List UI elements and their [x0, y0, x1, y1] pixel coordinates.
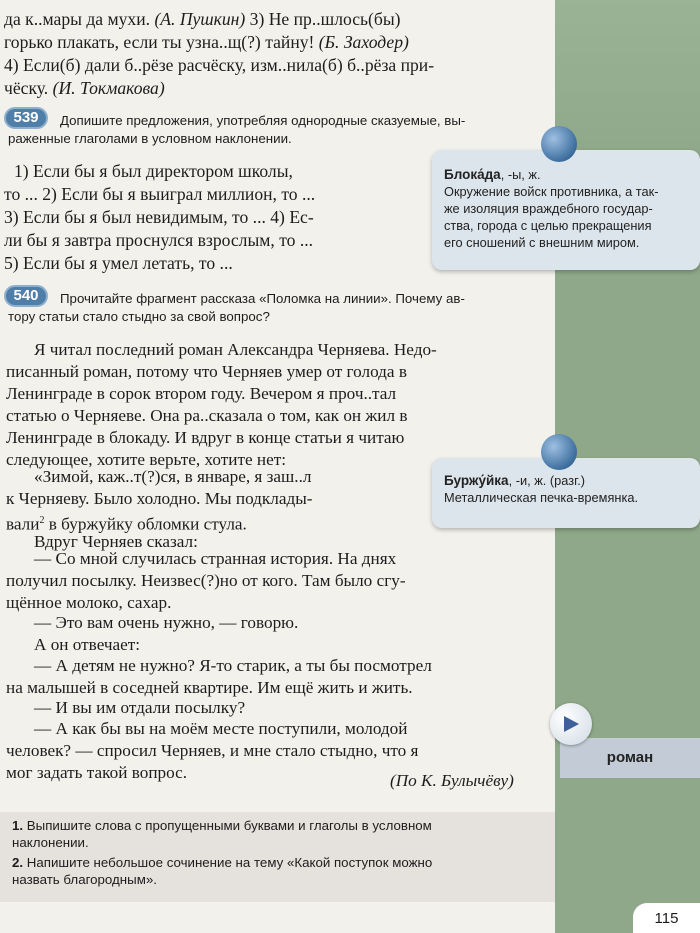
- task-539-instruction-1: Допишите предложения, употребляя однородные сказуемые, вы-: [60, 113, 466, 128]
- glossary-term-burzhuyka: Буржу́йка, -и, ж. (разг.): [444, 473, 586, 488]
- story-line-19: — А как бы вы на моём месте поступили, молодой: [34, 719, 408, 738]
- story-line-8: к Черняеву. Было холодно. Мы подклады-: [6, 489, 313, 508]
- task-539-item-line-2: то ... 2) Если бы я выиграл миллион, то ...: [4, 184, 316, 204]
- page-number: 115: [633, 903, 700, 933]
- story-line-11: — Со мной случилась странная история. На днях: [34, 549, 397, 568]
- task-number-badge-539: 539: [4, 107, 48, 129]
- story-line-21: мог задать такой вопрос.: [6, 763, 188, 782]
- glossary-term-blokada: Блока́да, -ы, ж.: [444, 167, 541, 182]
- task-539-item-line-1: 1) Если бы я был директором школы,: [14, 161, 293, 181]
- glossary-def-line-4: его сношений с внешним миром.: [444, 235, 640, 250]
- story-line-3: Ленинграде в сорок втором году. Вечером я проч..тал: [6, 384, 397, 403]
- story-line-10: Вдруг Черняев сказал:: [34, 532, 198, 551]
- top-line-2: горько плакать, если ты узна..щ(?) тайну! (Б. Заходер): [4, 32, 409, 52]
- play-arrow-icon[interactable]: [550, 703, 592, 745]
- exercise-1-line-1: 1. Выпишите слова с пропущенными буквами и глаголы в условном: [12, 818, 432, 833]
- glossary-def-line-2: же изоляция враждебного государ-: [444, 201, 653, 216]
- story-line-15: А он отвечает:: [34, 635, 141, 654]
- exercise-box: [0, 812, 555, 902]
- story-line-7: «Зимой, каж..т(?)ся, в январе, я заш..л: [34, 467, 312, 486]
- glossary-def-burzhuyka: Металлическая печка-времянка.: [444, 490, 639, 505]
- task-number-badge-540: 540: [4, 285, 48, 307]
- right-margin-panel-top: [555, 0, 700, 160]
- task-539-item-line-3: 3) Если бы я был невидимым, то ... 4) Ес-: [4, 207, 314, 227]
- story-line-13: щённое молоко, сахар.: [6, 593, 172, 612]
- top-line-4: чёску. (И. Токмакова): [4, 78, 165, 98]
- task-539-item-line-4: ли бы я завтра проснулся взрослым, то ...: [4, 230, 314, 250]
- story-line-17: на малышей в соседней квартире. Им ещё жить и жить.: [6, 678, 413, 697]
- story-line-1: Я читал последний роман Александра Черняева. Недо-: [34, 340, 437, 359]
- exercise-2-line-2: назвать благородным».: [12, 872, 157, 887]
- exercise-1-line-2: наклонении.: [12, 835, 89, 850]
- story-line-5: Ленинграде в блокаду. И вдруг в конце статьи я читаю: [6, 428, 405, 447]
- task-540-instruction-1: Прочитайте фрагмент рассказа «Поломка на линии». Почему ав-: [60, 291, 465, 306]
- task-539-instruction-2: раженные глаголами в условном наклонении.: [8, 131, 292, 146]
- glossary-def-line-1: Окружение войск противника, а так-: [444, 184, 659, 199]
- story-line-20: человек? — спросил Черняев, и мне стало стыдно, что я: [6, 741, 419, 760]
- top-line-1: да к..мары да мухи. (А. Пушкин) 3) Не пр..шлось(бы): [4, 9, 401, 29]
- story-line-16: — А детям не нужно? Я-то старик, а ты бы посмотрел: [34, 656, 432, 675]
- glossary-callout-blokada: [432, 150, 700, 270]
- glossary-def-line-3: ства, города с целью прекращения: [444, 218, 652, 233]
- story-line-12: получил посылку. Неизвес(?)но от кого. Там было сгу-: [6, 571, 406, 590]
- story-source: (По К. Булычёву): [390, 771, 514, 790]
- story-line-9: вали$^2$ в буржуйку обломки стула.: [6, 514, 247, 534]
- story-line-18: — И вы им отдали посылку?: [34, 698, 246, 717]
- story-line-2: писанный роман, потому что Черняев умер от голода в: [6, 362, 407, 381]
- story-line-14: — Это вам очень нужно, — говорю.: [34, 613, 299, 632]
- exercise-2-line-1: 2. Напишите небольшое сочинение на тему «Какой поступок можно: [12, 855, 433, 870]
- callout-pin-icon: [541, 126, 577, 162]
- footnote-mark: 2: [39, 515, 45, 526]
- vocabulary-tag-roman[interactable]: роман: [560, 738, 700, 778]
- story-line-4: статью о Черняеве. Она ра..сказала о том, как он жил в: [6, 406, 408, 425]
- callout-pin-icon: [541, 434, 577, 470]
- task-539-item-line-5: 5) Если бы я умел летать, то ...: [4, 253, 233, 273]
- story-line-6: следующее, хотите верьте, хотите нет:: [6, 450, 287, 469]
- task-540-instruction-2: тору статьи стало стыдно за свой вопрос?: [8, 309, 270, 324]
- top-line-3: 4) Если(б) дали б..рёзе расчёску, изм..нила(б) б..рёза при-: [4, 55, 435, 75]
